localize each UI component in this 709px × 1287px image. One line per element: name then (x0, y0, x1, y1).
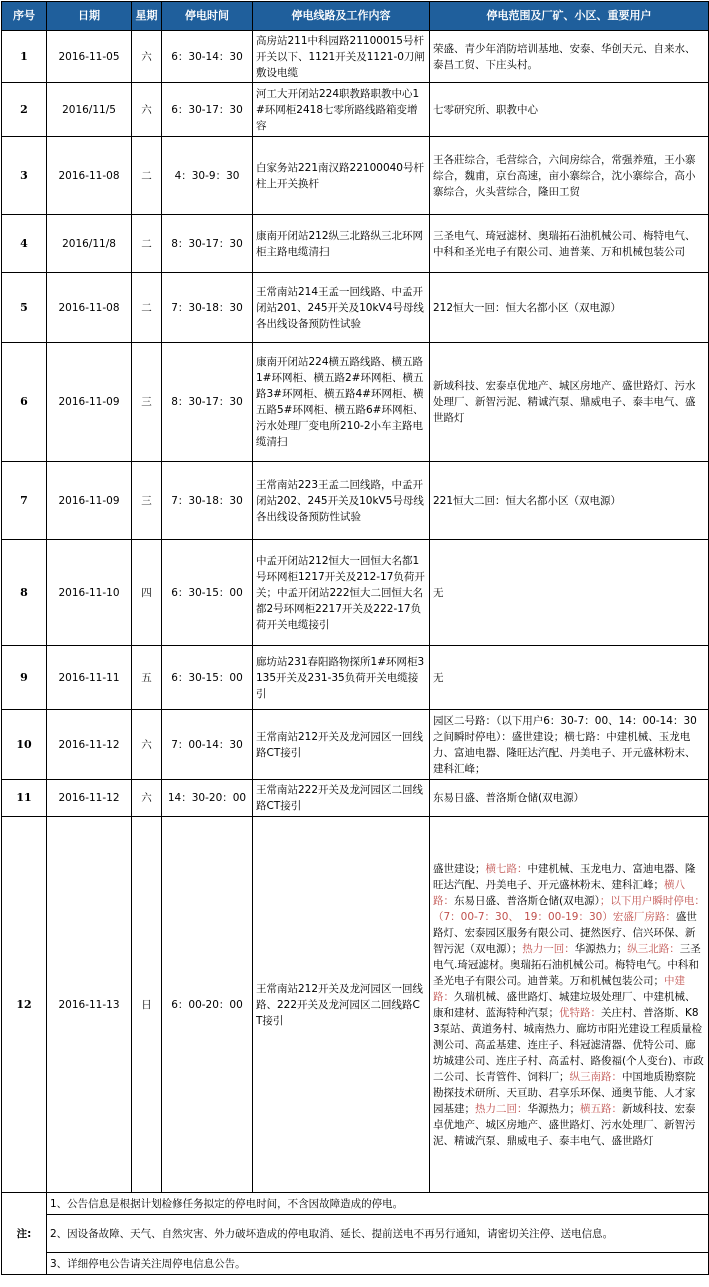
time-cell: 4：30-9：30 (162, 137, 253, 215)
date-cell: 2016-11-09 (47, 462, 132, 540)
scope-cell: 七零研究所、职教中心 (430, 83, 709, 137)
scope-text-segment: 东易日盛、普洛斯仓储(双电源） (454, 894, 600, 907)
seq-cell: 10 (2, 710, 47, 780)
scope-route-label: 优特路： (559, 1006, 601, 1019)
scope-text-segment: 久瑞机械、盛世路灯、城建垃圾处理厂、中建机械、康和建材、蓝海特种汽泵； (433, 990, 696, 1019)
header-seq: 序号 (2, 2, 47, 31)
scope-route-label: ；以下用户瞬时停电：（7：00-7：30、 19：00-19：30）宏盛厂房路： (433, 894, 705, 923)
date-cell: 2016-11-05 (47, 31, 132, 83)
note-item: 3、详细停电公告请关注周停电信息公告。 (47, 1253, 709, 1275)
note-row (2, 1215, 709, 1253)
scope-text-segment: 盛世建设； (433, 862, 486, 875)
line-cell: 河工大开闭站224职教路职教中心1#环网柜2418七零所路线路箱变增容 (253, 83, 430, 137)
scope-text-segment: 华源热力； (574, 942, 628, 955)
scope-text-segment: 中建机械、玉龙电力、富迪电器、隆旺达汽配、丹美电子、开元盛林粉末、建科汇峰； (433, 862, 696, 891)
seq-cell: 11 (2, 780, 47, 817)
line-cell: 王常南站222开关及龙河园区二回线路CT接引 (253, 780, 430, 817)
line-cell: 高房站211中科园路21100015号杆开关以下、1121开关及1121-0刀闸敷设电缆 (253, 31, 430, 83)
time-cell: 6：30-17：30 (162, 83, 253, 137)
line-cell: 康南开闭站212纵三北路纵三北环网柜主路电缆清扫 (253, 215, 430, 273)
scope-route-label: 横八路： (433, 878, 685, 907)
time-cell: 8：30-17：30 (162, 215, 253, 273)
weekday-cell: 三 (132, 343, 162, 462)
table-row (2, 343, 709, 462)
date-cell: 2016-11-12 (47, 780, 132, 817)
note-item: 1、公告信息是根据计划检修任务拟定的停电时间，不含因故障造成的停电。 (47, 1193, 709, 1215)
seq-cell: 4 (2, 215, 47, 273)
table-header-row (2, 2, 709, 31)
weekday-cell: 四 (132, 540, 162, 646)
seq-cell: 5 (2, 273, 47, 343)
seq-cell: 7 (2, 462, 47, 540)
header-scope: 停电范围及厂矿、小区、重要用户 (430, 2, 709, 31)
weekday-cell: 日 (132, 817, 162, 1193)
line-cell: 王常南站212开关及龙河园区一回线路CT接引 (253, 710, 430, 780)
table-row (2, 646, 709, 710)
date-cell: 2016-11-09 (47, 343, 132, 462)
scope-cell: 无 (430, 540, 709, 646)
weekday-cell: 二 (132, 137, 162, 215)
line-cell: 中孟开闭站212恒大一回恒大名都1号环网柜1217开关及212-17负荷开关；中孟开闭站222恒大二回恒大名都2号环网柜2217开关及222-17负荷开关电缆接引 (253, 540, 430, 646)
header-weekday: 星期 (132, 2, 162, 31)
scope-text-segment: 关庄村、普洛斯、K83泵站、黄道务村、城南热力、廊坊市阳光建设工程质量检测公司、高孟基建、连庄子、科冠滤清器、优特公司、廊坊城建公司、连庄子村、高孟村、路俊福(个人变台)、市政二公司、长青管件、饲料厂； (433, 1006, 704, 1083)
scope-cell (430, 817, 709, 1193)
date-cell: 2016-11-13 (47, 817, 132, 1193)
time-cell: 8：30-17：30 (162, 343, 253, 462)
scope-route-label: 热力一回： (522, 942, 575, 955)
table-row (2, 273, 709, 343)
table-row (2, 780, 709, 817)
date-cell: 2016/11/8 (47, 215, 132, 273)
time-cell: 7：30-18：30 (162, 462, 253, 540)
scope-route-label: 中建路： (433, 974, 685, 1003)
line-cell: 廊坊站231春阳路物探所1#环网柜3135开关及231-35负荷开关电缆接引 (253, 646, 430, 710)
header-time: 停电时间 (162, 2, 253, 31)
line-cell: 王常南站223王孟二回线路，中孟开闭站202、245开关及10kV5号母线各出线设备预防性试验 (253, 462, 430, 540)
scope-cell: 王各莊综合，毛营综合，六间房综合，常强养殖，王小寨综合，魏甫，京台高速，亩小寨综合，沈小寨综合，高小寨综合，火头营综合，隆田工贸 (430, 137, 709, 215)
scope-route-label: 热力二回： (475, 1102, 528, 1115)
scope-cell: 三圣电气、琦冠滤材、奥瑞拓石油机械公司、梅特电气、中科和圣光电子有限公司、迪普莱、万和机械包装公司 (430, 215, 709, 273)
notes-label: 注: (2, 1193, 47, 1275)
seq-cell: 2 (2, 83, 47, 137)
time-cell: 6：30-15：00 (162, 540, 253, 646)
date-cell: 2016-11-12 (47, 710, 132, 780)
time-cell: 6：30-15：00 (162, 646, 253, 710)
time-cell: 6：00-20：00 (162, 817, 253, 1193)
scope-cell: 东易日盛、普洛斯仓储(双电源） (430, 780, 709, 817)
seq-cell: 8 (2, 540, 47, 646)
scope-route-label: 横五路： (580, 1102, 622, 1115)
note-row (2, 1253, 709, 1275)
table-row (2, 137, 709, 215)
scope-text-segment: 新域科技、宏泰卓优地产、城区房地产、盛世路灯、污水处理厂、新智污泥、精诚汽泵、鼎威电子、泰丰电气、盛世路灯 (433, 1102, 696, 1147)
time-cell: 7：30-18：30 (162, 273, 253, 343)
weekday-cell: 二 (132, 215, 162, 273)
date-cell: 2016-11-08 (47, 137, 132, 215)
seq-cell: 3 (2, 137, 47, 215)
scope-cell: 新域科技、宏泰卓优地产、城区房地产、盛世路灯、污水处理厂、新智污泥、精诚汽泵、鼎威电子、泰丰电气、盛世路灯 (430, 343, 709, 462)
line-cell: 白家务站221南汉路22100040号杆柱上开关换杆 (253, 137, 430, 215)
line-cell: 康南开闭站224横五路线路、横五路1#环网柜、横五路2#环网柜、横五路3#环网柜、横五路4#环网柜、横五路5#环网柜、横五路6#环网柜、污水处理厂变电所210-2小车主路电缆清扫 (253, 343, 430, 462)
weekday-cell: 六 (132, 780, 162, 817)
note-row (2, 1193, 709, 1215)
table-row (2, 462, 709, 540)
scope-cell: 221恒大二回：恒大名都小区（双电源） (430, 462, 709, 540)
scope-text-segment: 中国地质勘察院勘探技术研所、天亘助、君享乐环保、通奥节能、人才家园基建； (433, 1070, 696, 1115)
line-cell: 王常南站214王孟一回线路、中孟开闭站201、245开关及10kV4号母线各出线设备预防性试验 (253, 273, 430, 343)
date-cell: 2016-11-10 (47, 540, 132, 646)
weekday-cell: 二 (132, 273, 162, 343)
table-row (2, 710, 709, 780)
scope-text-segment: 盛世路灯、宏泰园区服务有限公司、捷然医疗、信兴环保、新智污泥（双电源）； (433, 910, 697, 955)
time-cell: 6：30-14：30 (162, 31, 253, 83)
weekday-cell: 六 (132, 83, 162, 137)
seq-cell: 1 (2, 31, 47, 83)
weekday-cell: 六 (132, 710, 162, 780)
scope-route-label: 纵三南路： (569, 1070, 622, 1083)
weekday-cell: 五 (132, 646, 162, 710)
seq-cell: 6 (2, 343, 47, 462)
table-row (2, 83, 709, 137)
time-cell: 7：00-14：30 (162, 710, 253, 780)
scope-cell: 园区二号路：（以下用户6：30-7：00、14：00-14：30之间瞬时停电）：盛世建设；横七路：中建机械、玉龙电力、富迪电器、隆旺达汽配、丹美电子、开元盛林粉末、建科汇峰； (430, 710, 709, 780)
table-row (2, 31, 709, 83)
line-cell: 王常南站212开关及龙河园区一回线路、222开关及龙河园区二回线路CT接引 (253, 817, 430, 1193)
date-cell: 2016-11-11 (47, 646, 132, 710)
scope-route-label: 横七路： (485, 862, 528, 875)
scope-text-segment: 华源热力； (527, 1102, 580, 1115)
time-cell: 14：30-20：00 (162, 780, 253, 817)
weekday-cell: 三 (132, 462, 162, 540)
seq-cell: 9 (2, 646, 47, 710)
scope-cell: 212恒大一回：恒大名都小区（双电源） (430, 273, 709, 343)
date-cell: 2016/11/5 (47, 83, 132, 137)
table-row (2, 215, 709, 273)
table-row (2, 817, 709, 1193)
seq-cell: 12 (2, 817, 47, 1193)
scope-cell: 荣盛、青少年消防培训基地、安泰、华创天元、自来水、泰昌工贸、下庄头村。 (430, 31, 709, 83)
date-cell: 2016-11-08 (47, 273, 132, 343)
note-item: 2、因设备故障、天气、自然灾害、外力破坏造成的停电取消、延长、提前送电不再另行通知，请密切关注停、送电信息。 (47, 1215, 709, 1253)
outage-notice-table (1, 1, 709, 1275)
scope-cell: 无 (430, 646, 709, 710)
header-date: 日期 (47, 2, 132, 31)
scope-route-label: 纵三北路： (627, 942, 680, 955)
scope-text-segment: 三圣电气.琦冠滤材。奥瑞拓石油机械公司。梅特电气。中科和圣光电子有限公司。迪普莱。万和机械包装公司； (433, 942, 701, 987)
header-line: 停电线路及工作内容 (253, 2, 430, 31)
weekday-cell: 六 (132, 31, 162, 83)
table-row (2, 540, 709, 646)
